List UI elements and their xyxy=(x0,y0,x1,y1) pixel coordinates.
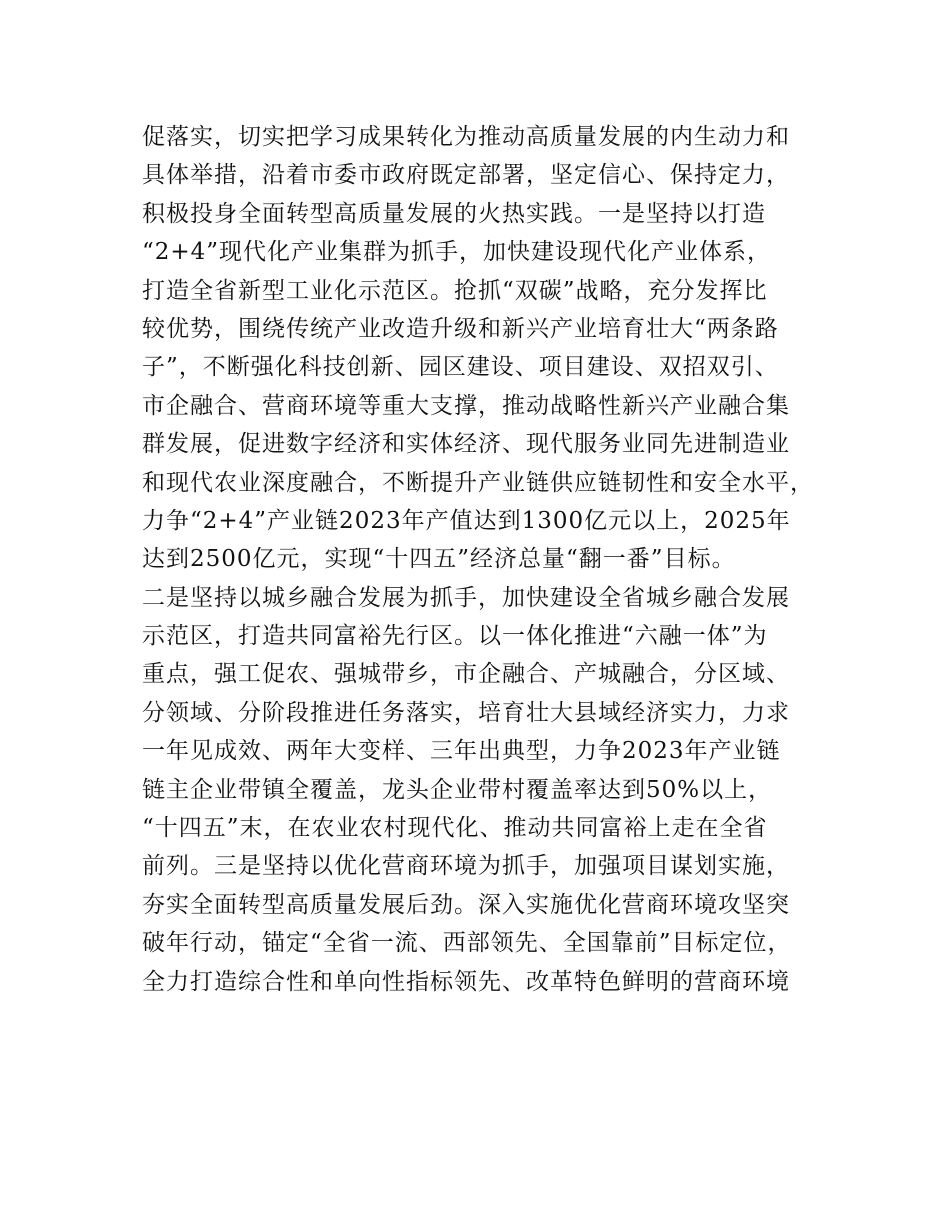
text-line: 群发展，促进数字经济和实体经济、现代服务业同先进制造业 xyxy=(142,431,790,458)
text-line: 全力打造综合性和单向性指标领先、改革特色鲜明的营商环境 xyxy=(142,968,790,995)
text-line: 破年行动，锚定“全省一流、西部领先、全国靠前”目标定位， xyxy=(142,930,792,957)
body-text xyxy=(142,118,842,1001)
text-line: 促落实，切实把学习成果转化为推动高质量发展的内生动力和 xyxy=(142,124,790,150)
text-line: 具体举措，沿着市委市政府既定部署，坚定信心、保持定力， xyxy=(142,162,790,189)
text-line: “十四五”末，在农业农村现代化、推动共同富裕上走在全省 xyxy=(142,815,768,842)
text-line: 打造全省新型工业化示范区。抢抓“双碳”战略，充分发挥比 xyxy=(142,277,768,304)
text-line: 前列。三是坚持以优化营商环境为抓手，加强项目谋划实施， xyxy=(142,853,790,880)
text-line: 积极投身全面转型高质量发展的火热实践。一是坚持以打造 xyxy=(142,200,766,227)
text-line: 力争“2+4”产业链2023年产值达到1300亿元以上，2025年 xyxy=(142,507,791,534)
text-line: 市企融合、营商环境等重大支撑，推动战略性新兴产业融合集 xyxy=(142,392,790,419)
text-line: 达到2500亿元，实现“十四五”经济总量“翻一番”目标。 xyxy=(142,546,736,573)
text-line: 重点，强工促农、强城带乡，市企融合、产城融合，分区域、 xyxy=(142,661,790,688)
text-line: 示范区，打造共同富裕先行区。以一体化推进“六融一体”为 xyxy=(142,623,768,650)
text-line: 二是坚持以城乡融合发展为抓手，加快建设全省城乡融合发展 xyxy=(142,584,790,611)
text-line: 一年见成效、两年大变样、三年出典型，力争2023年产业链 xyxy=(142,738,781,765)
text-line: 和现代农业深度融合，不断提升产业链供应链韧性和安全水平， xyxy=(142,469,814,496)
text-line: 链主企业带镇全覆盖，龙头企业带村覆盖率达到50%以上， xyxy=(142,776,773,803)
text-line: 较优势，围绕传统产业改造升级和新兴产业培育壮大“两条路 xyxy=(142,315,779,342)
text-line: “2+4”现代化产业集群为抓手，加快建设现代化产业体系， xyxy=(142,239,772,266)
text-line: 分领域、分阶段推进任务落实，培育壮大县域经济实力，力求 xyxy=(142,699,790,726)
text-line: 子”，不断强化科技创新、园区建设、项目建设、双招双引、 xyxy=(142,354,779,381)
text-line: 夯实全面转型高质量发展后劲。深入实施优化营商环境攻坚突 xyxy=(142,891,790,918)
